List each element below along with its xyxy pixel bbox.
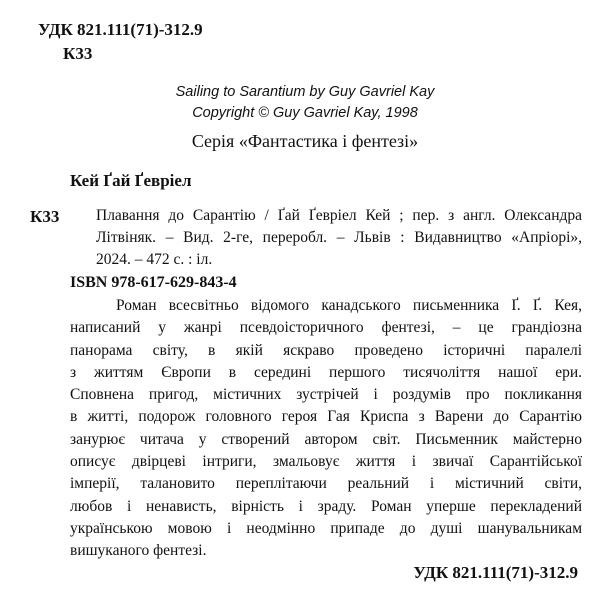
biblio-line: Літвіняк. – Вид. 2-ге, переробл. – Львів : Видавництво «Апріорі», [96, 229, 582, 246]
annotation [70, 295, 582, 563]
bibliographic-record [96, 205, 582, 271]
annotation-line: Роман всесвітньо відомого канадського письменника Ґ. Ґ. Кея, [116, 297, 582, 314]
original-title-line: Sailing to Sarantium by Guy Gavriel Kay [175, 84, 435, 100]
biblio-line: Плавання до Сарантію / Ґай Ґевріел Кей ; пер. з англ. Олександра [96, 207, 582, 224]
annotation-line: Сповнена пригод, містичних зустрічей і роздумів про покликання [70, 386, 582, 404]
isbn: ISBN 978-617-629-843-4 [70, 274, 237, 291]
annotation-line: написаний у жанрі псевдоісторичного фентезі, – це грандіозна [70, 319, 582, 337]
author-sign-top: К33 [63, 44, 93, 63]
author-sign-left: К33 [30, 207, 60, 226]
biblio-line: 2024. – 472 с. : іл. [96, 251, 213, 268]
annotation-line: з життям Європи в середині першого тисячоліття нашої ери. [70, 363, 582, 381]
annotation-line: вишуканого фентезі. [70, 542, 207, 560]
annotation-line: в житті, подорож головного героя Гая Криспа з Варени до Сарантію [70, 408, 582, 426]
udk-code-bottom: УДК 821.111(71)-312.9 [413, 563, 578, 582]
series-title: Серія «Фантастика і фентезі» [191, 131, 419, 151]
annotation-line: описує двірцеві інтриги, змальовує життя і звичаї Сарантійської [70, 453, 582, 471]
copyright-block [160, 82, 450, 124]
annotation-line: занурює читача у створений автором світ. Письменник майстерно [70, 430, 582, 448]
annotation-line: панорама світу, в якій яскраво проведено історичні паралелі [70, 341, 582, 359]
copyright-line: Copyright © Guy Gavriel Kay, 1998 [192, 105, 418, 121]
annotation-line: імперії, талановито переплітаючи реальний і містичний світи, [70, 475, 582, 493]
author-heading: Кей Ґай Ґевріел [70, 171, 192, 190]
udk-code-top: УДК 821.111(71)-312.9 [38, 20, 203, 39]
annotation-line: любов і ненависть, вірність і зраду. Роман уперше перекладений [70, 497, 582, 515]
annotation-line: українською мовою і неодмінно припаде до душі шанувальникам [70, 519, 582, 537]
